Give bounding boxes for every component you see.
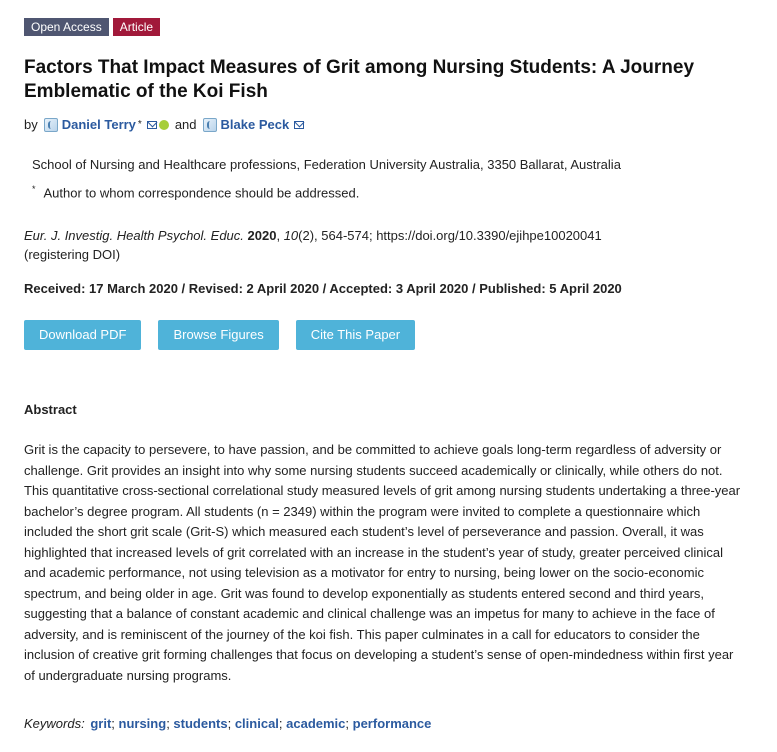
keyword-link[interactable]: grit bbox=[90, 716, 112, 731]
badge-row bbox=[24, 18, 160, 36]
citation-volume: 10 bbox=[283, 228, 299, 243]
keywords: Keywords: grit; nursing; students; clinical; academic; performance bbox=[24, 716, 432, 731]
author-profile-icon[interactable] bbox=[44, 118, 58, 132]
article-title: Factors That Impact Measures of Grit among Nursing Students: A Journey Emblematic of the Koi Fish bbox=[24, 57, 695, 102]
download-pdf-button[interactable]: Download PDF bbox=[24, 320, 141, 350]
article-type-badge: Article bbox=[113, 18, 160, 36]
citation: Eur. J. Investig. Health Psychol. Educ. 2020, 10(2), 564-574; https://doi.org/10.3390/ejihpe10020041 (registering DOI) bbox=[24, 228, 602, 262]
by-label: by bbox=[24, 117, 38, 132]
affiliation: School of Nursing and Healthcare professions, Federation University Australia, 3350 Ballarat, Australia bbox=[32, 157, 621, 172]
author-blake-peck[interactable]: Blake Peck bbox=[220, 117, 290, 132]
keyword-link[interactable]: clinical bbox=[234, 716, 279, 731]
browse-figures-button[interactable]: Browse Figures bbox=[158, 320, 278, 350]
abstract-heading: Abstract bbox=[24, 402, 77, 417]
keyword-link[interactable]: students bbox=[173, 716, 228, 731]
journal-name: Eur. J. Investig. Health Psychol. Educ. bbox=[24, 228, 244, 243]
abstract-text: Grit is the capacity to persevere, to have passion, and be committed to achieve goals long-term regardless of adversity or challenge. Grit provides an insight into why some nursing students succeed academically or clinically, while others do not. This quantitative cross-sectional correlational study measured levels of grit among nursing students undertaking a three-year bachelor’s degree program. All students (n = 2349) within the program were invited to complete a questionnaire which included the short grit scale (Grit-S) which measured each student’s level of perseverance and passion. Overall, it was highlighted that increased levels of grit correlated with an increase in the student’s year of study, greater perceived clinical and academic performance, not using television as a motivator for entry to nursing, being lower on the socio-economic spectrum, and being older in age. Grit was found to develop exponentially as students entered second and third years, suggesting that a balance of constant academic and clinical challenge was an impetus for many to achieve in the face of adversity, and is reminiscent of the journey of the koi fish. This paper culminates in a call for educators to consider the inclusion of creative grit forming challenges that focus on developing a student’s sense of open-mindedness within first year of undergraduate nursing programs. bbox=[24, 442, 741, 683]
citation-issue-doi[interactable]: (2), 564-574; https://doi.org/10.3390/ejihpe10020041 bbox=[298, 228, 602, 243]
orcid-icon[interactable] bbox=[159, 120, 169, 130]
correspondence-note bbox=[32, 180, 359, 202]
citation-year: 2020 bbox=[247, 228, 277, 243]
cite-paper-button[interactable]: Cite This Paper bbox=[296, 320, 415, 350]
email-icon[interactable] bbox=[147, 121, 157, 129]
author-profile-icon[interactable] bbox=[203, 118, 217, 132]
keyword-link[interactable]: nursing bbox=[118, 716, 167, 731]
author-daniel-terry[interactable]: Daniel Terry bbox=[61, 117, 136, 132]
correspondence-text: Author to whom correspondence should be addressed. bbox=[43, 185, 360, 201]
keyword-link[interactable]: academic bbox=[286, 716, 346, 731]
and-label: and bbox=[174, 117, 197, 132]
action-buttons bbox=[24, 320, 415, 350]
keyword-link[interactable]: performance bbox=[352, 716, 432, 731]
corresponding-mark: * bbox=[137, 119, 142, 130]
publication-dates: Received: 17 March 2020 / Revised: 2 April 2020 / Accepted: 3 April 2020 / Published: 5 April 2020 bbox=[24, 281, 622, 296]
citation-note: (registering DOI) bbox=[24, 247, 121, 262]
open-access-badge[interactable]: Open Access bbox=[24, 18, 109, 36]
email-icon[interactable] bbox=[294, 121, 304, 129]
keywords-label: Keywords: bbox=[24, 716, 85, 731]
author-list bbox=[24, 116, 304, 134]
correspondence-mark: * bbox=[32, 184, 36, 194]
